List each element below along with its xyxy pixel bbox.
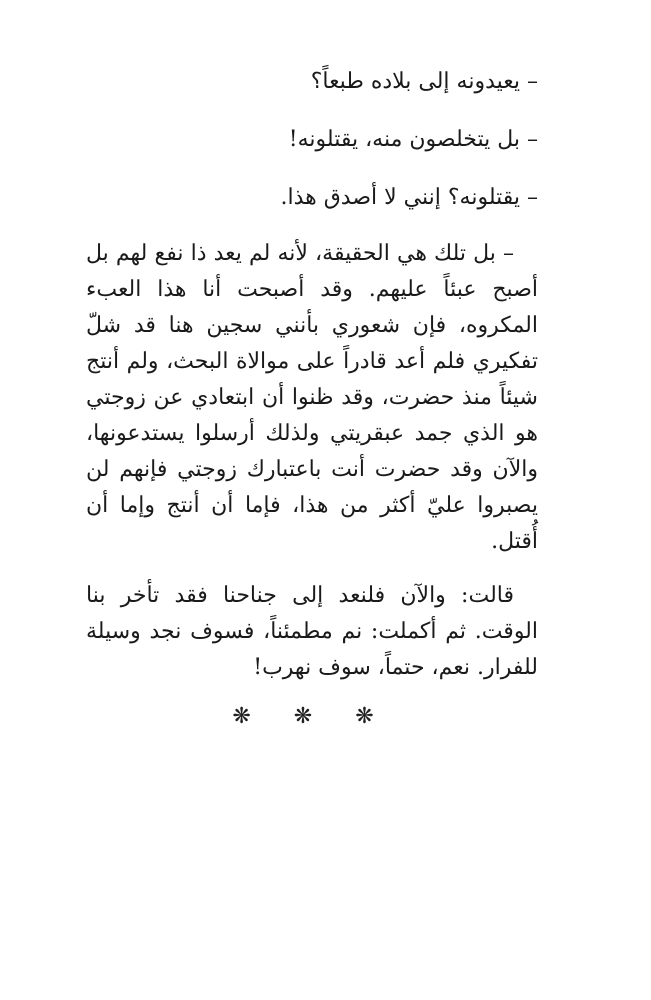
dialogue-line-2: – بل يتخلصون منه، يقتلونه! [288, 127, 538, 152]
page-body [86, 62, 538, 729]
dialogue-line-3: – يقتلونه؟ إنني لا أصدق هذا. [280, 185, 538, 210]
paragraph-2: قالت: والآن فلنعد إلى جناحنا فقد تأخر بنا الوقت. ثم أكملت: نم مطمئناً، فسوف نجد وسيلة للفرار. نعم، حتماً، سوف نهرب! [86, 583, 538, 680]
paragraph-1: – بل تلك هي الحقيقة، لأنه لم يعد ذا نفع لهم بل أصبح عبئاً عليهم. وقد أصبحت أنا هذا العبء المكروه، فإن شعوري بأنني سجين هنا قد شلّ تفكيري فلم أعد قادراً على موالاة البحث، ولم أنتج شيئاً منذ حضرت، وقد ظنوا أن ابتعادي عن زوجتي هو الذي جمد عبقريتي ولذلك أرسلوا يستدعونها، والآن وقد حضرت أنت باعتبارك زوجتي فإنهم لن يصبروا عليّ أكثر من هذا، فإما أن أنتج وإما أن أُقتل. [86, 241, 538, 554]
section-divider: ❋ ❋ ❋ [232, 704, 392, 729]
dialogue-line-1: – يعيدونه إلى بلاده طبعاً؟ [310, 69, 538, 94]
